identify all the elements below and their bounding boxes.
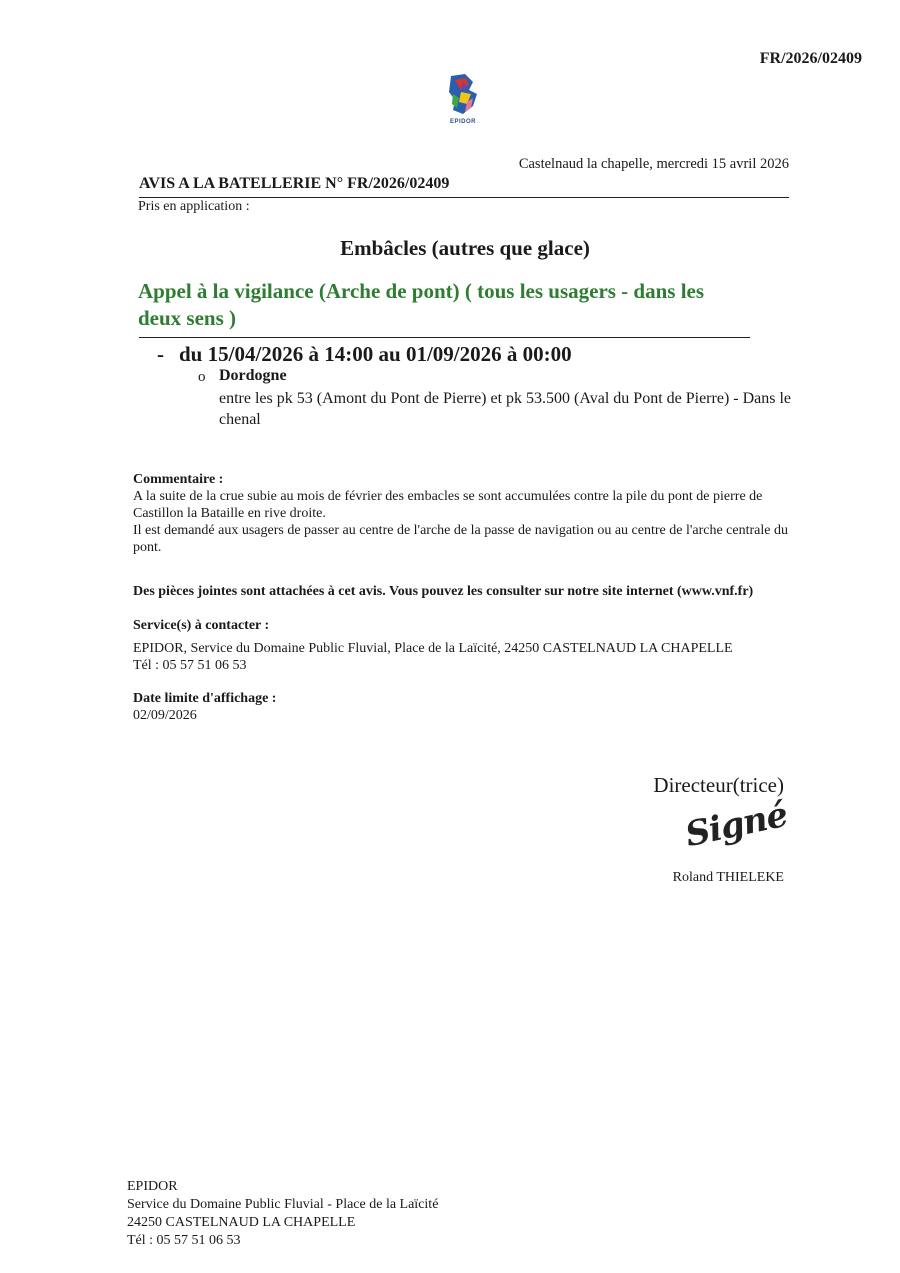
service-phone: Tél : 05 57 51 06 53: [133, 658, 247, 673]
signed-stamp: Signé: [681, 794, 791, 856]
footer-line: Tél : 05 57 51 06 53: [127, 1233, 241, 1248]
display-limit-label: Date limite d'affichage :: [133, 691, 277, 706]
epidor-logo: [443, 72, 485, 130]
footer-line: EPIDOR: [127, 1179, 178, 1194]
river-name: Dordogne: [219, 367, 287, 384]
display-limit-date: 02/09/2026: [133, 708, 197, 723]
header-divider: [139, 197, 789, 198]
document-reference: FR/2026/02409: [759, 50, 862, 67]
signatory-role: Directeur(trice): [653, 773, 784, 797]
validity-period: [157, 342, 572, 367]
signatory-name: Roland THIELEKE: [672, 870, 784, 885]
notice-title: Embâcles (autres que glace): [340, 236, 590, 260]
logo-text: EPIDOR: [449, 119, 476, 125]
pris-en-application: Pris en application :: [138, 199, 250, 214]
location-description: entre les pk 53 (Amont du Pont de Pierre) et pk 53.500 (Aval du Pont de Pierre) - Dans le chenal: [219, 390, 792, 428]
comment-line: A la suite de la crue subie au mois de février des embacles se sont accumulées contre la pile du pont de pierre de Castillon la Bataille en rive droite.: [133, 489, 763, 521]
place-date: Castelnaud la chapelle, mercredi 15 avril 2026: [518, 156, 789, 172]
location-bullet: o: [198, 369, 206, 385]
comment-line: Il est demandé aux usagers de passer au centre de l'arche de la passe de navigation ou au centre de l'arche centrale du pont.: [133, 523, 788, 555]
footer-address: [127, 1178, 438, 1250]
logo-graphic-icon: [443, 72, 483, 118]
service-label: Service(s) à contacter :: [133, 618, 270, 633]
avis-title: AVIS A LA BATELLERIE N° FR/2026/02409: [139, 175, 450, 192]
footer-line: Service du Domaine Public Fluvial - Place de la Laïcité: [127, 1197, 439, 1212]
notice-subtitle: Appel à la vigilance (Arche de pont) ( tous les usagers - dans les deux sens ): [138, 279, 705, 330]
comment-label: Commentaire :: [133, 472, 224, 487]
service-address: EPIDOR, Service du Domaine Public Fluvial, Place de la Laïcité, 24250 CASTELNAUD LA CHAPELLE: [133, 641, 733, 656]
footer-line: 24250 CASTELNAUD LA CHAPELLE: [127, 1215, 356, 1230]
period-dash: -: [157, 342, 164, 366]
comment-text: [133, 488, 793, 556]
service-contact: [133, 640, 793, 674]
attachments-notice: Des pièces jointes sont attachées à cet avis. Vous pouvez les consulter sur notre site internet (www.vnf.fr): [133, 584, 754, 599]
subtitle-divider: [139, 337, 750, 338]
period-text: du 15/04/2026 à 14:00 au 01/09/2026 à 00:00: [179, 342, 572, 366]
